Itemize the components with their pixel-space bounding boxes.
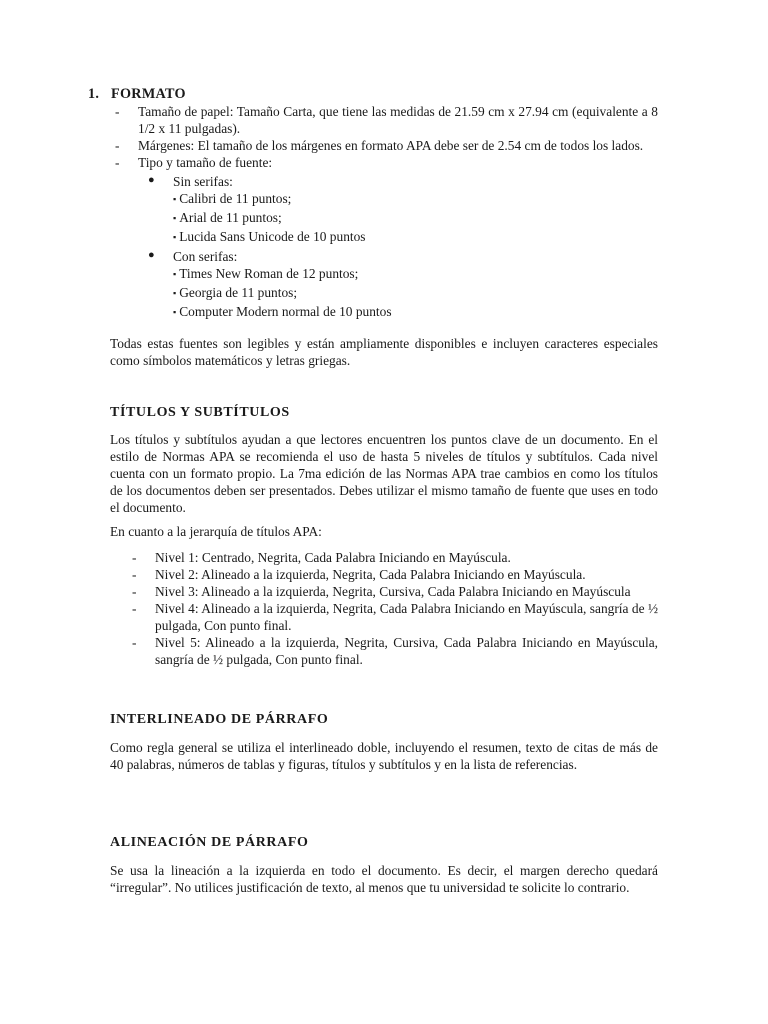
- square-bullet-icon: ▪: [173, 194, 177, 204]
- list-item-text: Márgenes: El tamaño de los márgenes en formato APA debe ser de 2.54 cm de todos los lados.: [138, 138, 644, 153]
- section-titulos-heading: TÍTULOS Y SUBTÍTULOS: [110, 405, 290, 420]
- level-item: [130, 583, 658, 600]
- square-bullet-icon: ▪: [173, 232, 177, 242]
- section-formato-heading: [88, 85, 186, 103]
- dash-marker: -: [115, 138, 120, 153]
- font-item-text: Lucida Sans Unicode de 10 puntos: [179, 229, 366, 244]
- font-group-sans: [138, 173, 658, 247]
- font-item-text: Arial de 11 puntos;: [179, 210, 282, 225]
- font-item: [173, 265, 658, 284]
- font-item-text: Calibri de 11 puntos;: [179, 191, 292, 206]
- font-group-label: Sin serifas:: [173, 174, 233, 189]
- level-text: Nivel 5: Alineado a la izquierda, Negrita, Cursiva, Cada Palabra Iniciando en Mayúscula, sangría de ½ pulgada, Con punto final.: [155, 635, 658, 667]
- font-group-label: Con serifas:: [173, 249, 238, 264]
- font-list: [173, 265, 658, 322]
- level-text: Nivel 4: Alineado a la izquierda, Negrita, Cada Palabra Iniciando en Mayúscula, sangría de ½ pulgada, Con punto final.: [155, 601, 658, 633]
- level-text: Nivel 2: Alineado a la izquierda, Negrita, Cada Palabra Iniciando en Mayúscula.: [155, 567, 586, 582]
- formato-note: Todas estas fuentes son legibles y están ampliamente disponibles e incluyen caracteres especiales como símbolos matemáticos y letras griegas.: [110, 336, 658, 368]
- section-alineacion-heading: ALINEACIÓN DE PÁRRAFO: [110, 835, 309, 850]
- level-item: [130, 566, 658, 583]
- list-item-text: Tipo y tamaño de fuente:: [138, 155, 273, 170]
- section-formato-title: FORMATO: [111, 86, 186, 102]
- list-item-text: Tamaño de papel: Tamaño Carta, que tiene las medidas de 21.59 cm x 27.94 cm (equivalente a 8 1/2 x 11 pulgadas).: [138, 104, 658, 136]
- square-bullet-icon: ▪: [173, 288, 177, 298]
- dash-marker: -: [132, 567, 137, 582]
- dash-marker: -: [115, 155, 120, 170]
- level-item: [130, 549, 658, 566]
- square-bullet-icon: ▪: [173, 269, 177, 279]
- font-item-text: Computer Modern normal de 10 puntos: [179, 304, 392, 319]
- font-item: [173, 303, 658, 322]
- section-number: 1.: [88, 86, 100, 102]
- font-item: [173, 284, 658, 303]
- square-bullet-icon: ▪: [173, 307, 177, 317]
- font-item-text: Times New Roman de 12 puntos;: [179, 266, 359, 281]
- font-item: [173, 209, 658, 228]
- titulos-paragraph: Los títulos y subtítulos ayudan a que lectores encuentren los puntos clave de un documento. En el estilo de Normas APA se recomienda el uso de hasta 5 niveles de títulos y subtítulos. Cada nivel cuenta con un formato propio. La 7ma edición de las Normas APA trae cambios en como los títulos de los documentos deben ser presentados. Debes utilizar el mismo tamaño de fuente que uses en todo el documento.: [110, 432, 658, 515]
- interlineado-paragraph: Como regla general se utiliza el interlineado doble, incluyendo el resumen, texto de citas de más de 40 palabras, números de tablas y figuras, títulos y subtítulos y en la lista de referencias.: [110, 740, 658, 772]
- level-text: Nivel 1: Centrado, Negrita, Cada Palabra Iniciando en Mayúscula.: [155, 550, 511, 565]
- dash-marker: -: [132, 601, 137, 616]
- titulos-intro: En cuanto a la jerarquía de títulos APA:: [110, 524, 322, 539]
- dash-marker: -: [132, 635, 137, 650]
- square-bullet-icon: ▪: [173, 213, 177, 223]
- font-list: [173, 190, 658, 247]
- font-groups-list: [138, 173, 658, 322]
- level-text: Nivel 3: Alineado a la izquierda, Negrita, Cursiva, Cada Palabra Iniciando en Mayúscula: [155, 584, 631, 599]
- list-item-margins: [113, 137, 658, 154]
- dash-marker: -: [132, 550, 137, 565]
- title-levels-list: [130, 549, 658, 668]
- bullet-icon: ●: [148, 249, 155, 261]
- dash-marker: -: [115, 104, 120, 119]
- font-item-text: Georgia de 11 puntos;: [179, 285, 298, 300]
- level-item: [130, 634, 658, 668]
- section-interlineado-heading: INTERLINEADO DE PÁRRAFO: [110, 712, 329, 727]
- bullet-icon: ●: [148, 174, 155, 186]
- font-group-serif: [138, 248, 658, 322]
- level-item: [130, 600, 658, 634]
- formato-list: [113, 103, 658, 323]
- dash-marker: -: [132, 584, 137, 599]
- list-item-paper-size: [113, 103, 658, 137]
- font-item: [173, 228, 658, 247]
- alineacion-paragraph: Se usa la lineación a la izquierda en todo el documento. Es decir, el margen derecho quedará “irregular”. No utilices justificación de texto, al menos que tu universidad te solicite lo contrario.: [110, 863, 658, 895]
- list-item-font: [113, 154, 658, 322]
- font-item: [173, 190, 658, 209]
